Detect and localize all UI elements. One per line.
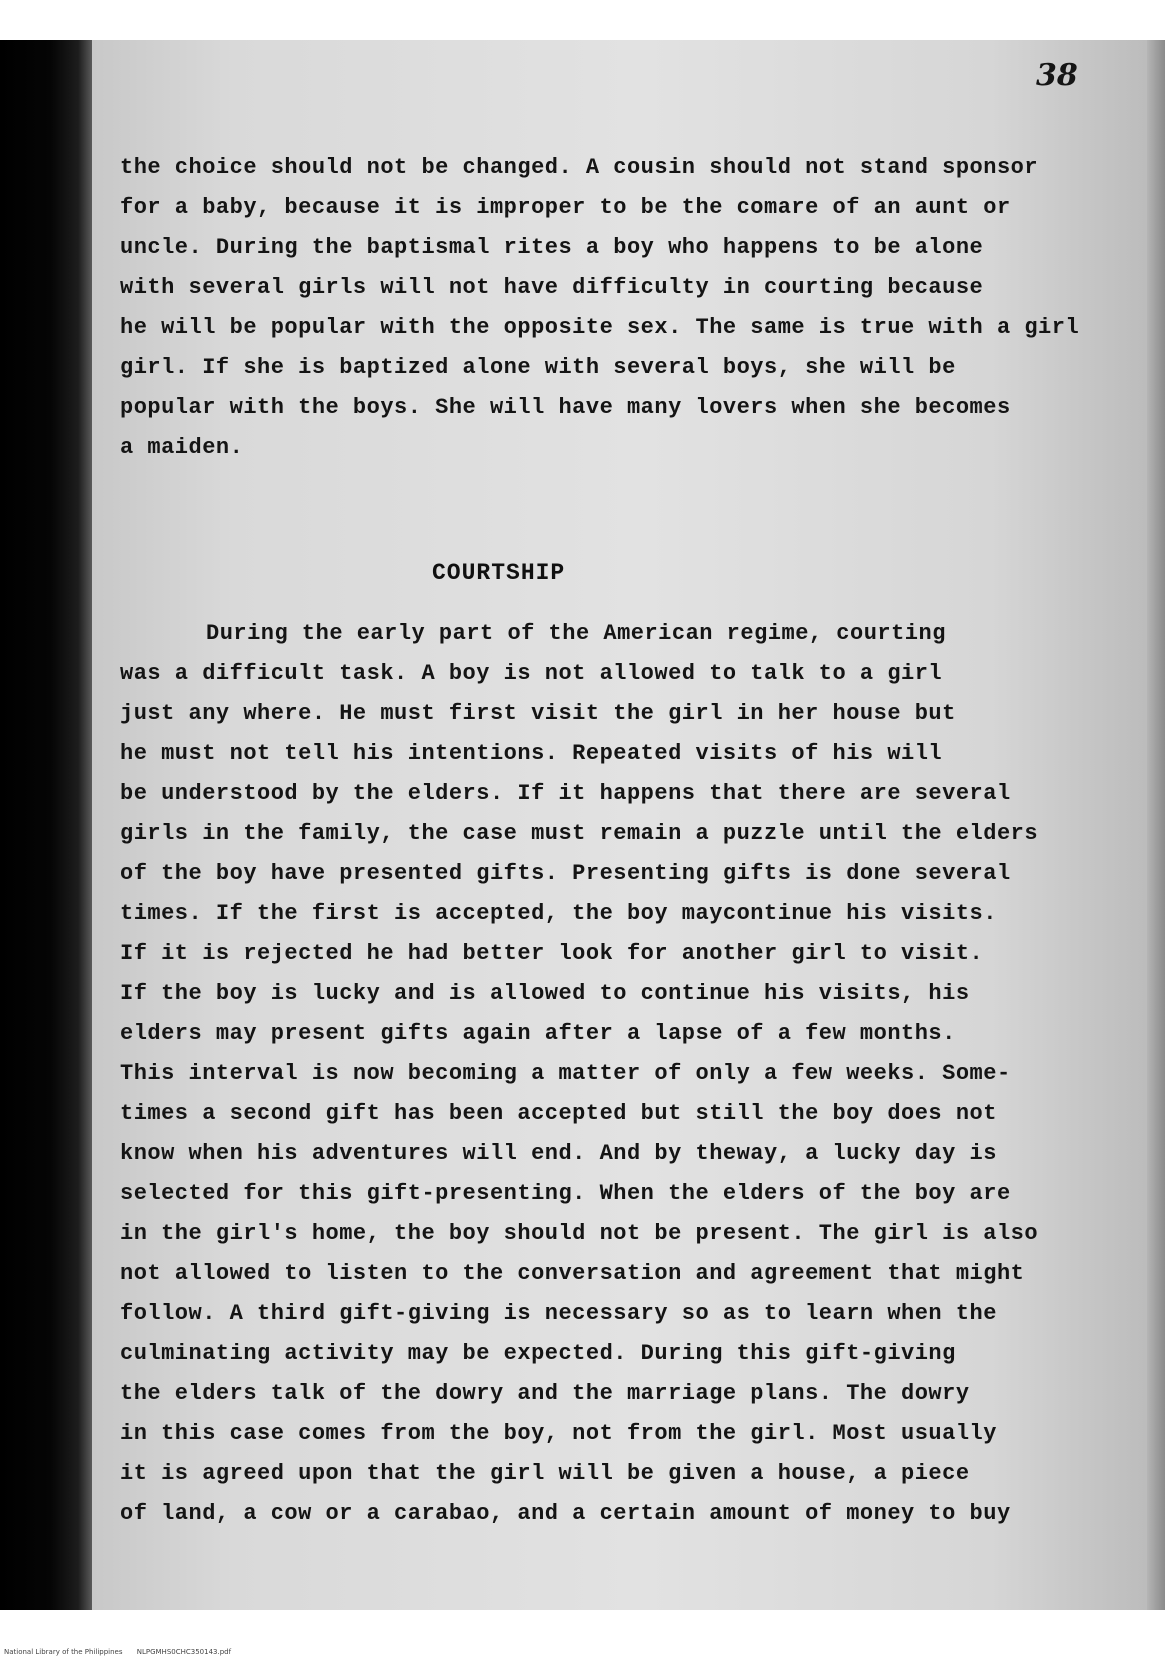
text-line: This interval is now becoming a matter of only a few weeks. Some- xyxy=(120,1061,1011,1086)
text-line: was a difficult task. A boy is not allowed to talk to a girl xyxy=(120,661,943,686)
text-line: know when his adventures will end. And by theway, a lucky day is xyxy=(120,1141,997,1166)
text-line: of land, a cow or a carabao, and a certain amount of money to buy xyxy=(120,1501,1011,1526)
text-line: the elders talk of the dowry and the marriage plans. The dowry xyxy=(120,1381,970,1406)
text-line: not allowed to listen to the conversation and agreement that might xyxy=(120,1261,1025,1286)
text-line: just any where. He must first visit the girl in her house but xyxy=(120,701,956,726)
footer-code: NLPGMHS0CHC350143.pdf xyxy=(136,1648,232,1656)
text-line: popular with the boys. She will have many lovers when she becomes xyxy=(120,395,1011,420)
footer-library: National Library of the Philippines xyxy=(4,1648,123,1656)
text-line: times. If the first is accepted, the boy maycontinue his visits. xyxy=(120,901,997,926)
text-line: uncle. During the baptismal rites a boy who happens to be alone xyxy=(120,235,984,260)
text-line: be understood by the elders. If it happens that there are several xyxy=(120,781,1011,806)
text-line: times a second gift has been accepted but still the boy does not xyxy=(120,1101,997,1126)
page-edge xyxy=(1147,40,1165,1610)
text-line: it is agreed upon that the girl will be given a house, a piece xyxy=(120,1461,970,1486)
text-line: During the early part of the American regime, courting xyxy=(206,621,946,646)
text-line: culminating activity may be expected. During this gift-giving xyxy=(120,1341,956,1366)
paragraph-baptism xyxy=(120,148,1105,468)
page-number: 38 xyxy=(1036,58,1078,93)
text-line: in the girl's home, the boy should not be present. The girl is also xyxy=(120,1221,1039,1246)
paragraph-courtship xyxy=(120,614,1105,1534)
text-line: follow. A third gift-giving is necessary so as to learn when the xyxy=(120,1301,997,1326)
text-line: girls in the family, the case must remain a puzzle until the elders xyxy=(120,821,1039,846)
text-line: he will be popular with the opposite sex. The same is true with a girl xyxy=(120,315,1080,340)
text-line: girl. If she is baptized alone with several boys, she will be xyxy=(120,355,956,380)
text-line: of the boy have presented gifts. Presenting gifts is done several xyxy=(120,861,1011,886)
binding-shadow xyxy=(0,40,92,1610)
footer xyxy=(4,1648,243,1656)
text-line: with several girls will not have difficulty in courting because xyxy=(120,275,984,300)
text-line: elders may present gifts again after a lapse of a few months. xyxy=(120,1021,956,1046)
text-line: for a baby, because it is improper to be the comare of an aunt or xyxy=(120,195,1011,220)
text-line: he must not tell his intentions. Repeated visits of his will xyxy=(120,741,943,766)
text-line: If the boy is lucky and is allowed to continue his visits, his xyxy=(120,981,970,1006)
text-line: selected for this gift-presenting. When the elders of the boy are xyxy=(120,1181,1011,1206)
section-heading: COURTSHIP xyxy=(432,560,566,586)
text-line: a maiden. xyxy=(120,435,244,460)
text-line: the choice should not be changed. A cousin should not stand sponsor xyxy=(120,155,1039,180)
text-line: If it is rejected he had better look for another girl to visit. xyxy=(120,941,984,966)
text-line: in this case comes from the boy, not from the girl. Most usually xyxy=(120,1421,997,1446)
